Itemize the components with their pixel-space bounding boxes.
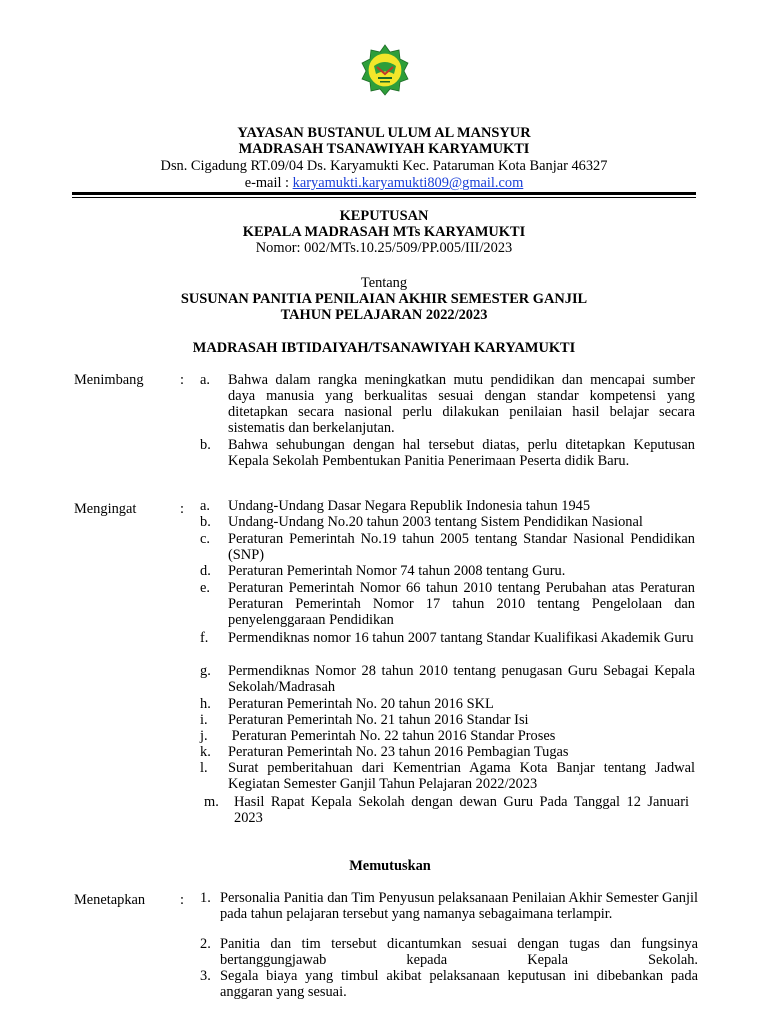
item-text: Peraturan Pemerintah No.19 tahun 2005 tentang Standar Nasional Pendidikan (SNP) [228,531,695,563]
item-marker: h. [200,696,211,712]
item-text: Peraturan Pemerintah Nomor 66 tahun 2010 tentang Perubahan atas Peraturan Peraturan Pemerintah Nomor 17 tahun 2010 tentang Pengelolaan dan penyelenggaraan Pendidikan [228,580,695,628]
item-marker: k. [200,744,211,760]
item-text: Permendiknas nomor 16 tahun 2007 tantang Standar Kualifikasi Akademik Guru [228,630,694,646]
item-text: Personalia Panitia dan Tim Penyusun pelaksanaan Penilaian Akhir Semester Ganjil pada tahun pelajaran tersebut yang namanya sebagaimana terlampir. [220,890,698,922]
item-marker: b. [200,514,211,530]
decree-issuer: KEPALA MADRASAH MTs KARYAMUKTI [242,224,526,240]
item-text: Panitia dan tim tersebut dicantumkan sesuai dengan tugas dan fungsinya bertanggungjawab kepada Kepala Sekolah. [220,936,698,968]
item-text: Bahwa dalam rangka meningkatkan mutu pendidikan dan mencapai sumber daya manusia yang berkualitas sesuai dengan standar kompetensi yang ditetapkan secara nasional perlu dilakukan penilaian hasil belajar secara sistematis dan berkelanjutan. [228,372,695,436]
item-marker: d. [200,563,211,579]
item-text: Undang-Undang Dasar Negara Republik Indonesia tahun 1945 [228,498,591,514]
item-marker: b. [200,437,211,453]
menetapkan-colon: : [180,892,184,908]
decree-title: KEPUTUSAN [339,208,429,224]
memutuskan-title: Memutuskan [349,858,431,874]
item-marker: i. [200,712,208,728]
item-text: Hasil Rapat Kepala Sekolah dengan dewan Guru Pada Tanggal 12 Januari 2023 [234,794,689,826]
item-marker: 1. [200,890,211,906]
item-marker: j. [200,728,208,744]
menimbang-label: Menimbang [74,372,144,388]
item-text: Permendiknas Nomor 28 tahun 2010 tentang penugasan Guru Sebagai Kepala Sekolah/Madrasah [228,663,695,695]
email-line [70,175,698,191]
mengingat-colon: : [180,501,184,517]
decree-subject-line2: TAHUN PELAJARAN 2022/2023 [280,307,488,323]
item-marker: m. [204,794,219,810]
letterhead-rule-thick [72,192,696,195]
decree-number: Nomor: 002/MTs.10.25/509/PP.005/III/2023 [255,240,513,256]
item-marker: a. [200,498,210,514]
item-marker: l. [200,760,208,776]
item-text: Peraturan Pemerintah No. 23 tahun 2016 Pembagian Tugas [228,744,569,760]
item-text: Peraturan Pemerintah Nomor 74 tahun 2008 tentang Guru. [228,563,566,579]
item-text: Peraturan Pemerintah No. 20 tahun 2016 SKL [228,696,494,712]
item-marker: c. [200,531,210,547]
email-link[interactable]: karyamukti.karyamukti809@gmail.com [292,175,524,191]
item-text: Bahwa sehubungan dengan hal tersebut diatas, perlu ditetapkan Keputusan Kepala Sekolah Pembentukan Panitia Penerimaan Peserta didik Baru. [228,437,695,469]
letterhead-rule-thin [72,197,696,198]
foundation-name: YAYASAN BUSTANUL ULUM AL MANSYUR [237,125,531,141]
menimbang-colon: : [180,372,184,388]
item-text: Surat pemberitahuan dari Kementrian Agama Kota Banjar tentang Jadwal Kegiatan Semester Ganjil Tahun Pelajaran 2022/2023 [228,760,695,792]
decree-institution: MADRASAH IBTIDAIYAH/TSANAWIYAH KARYAMUKTI [192,340,576,356]
item-marker: 2. [200,936,211,952]
item-marker: f. [200,630,209,646]
item-text: Segala biaya yang timbul akibat pelaksanaan keputusan ini dibebankan pada anggaran yang sesuai. [220,968,698,1000]
mengingat-label: Mengingat [74,501,137,517]
school-name: MADRASAH TSANAWIYAH KARYAMUKTI [238,141,530,157]
decree-about-label: Tentang [360,275,408,291]
item-text: Undang-Undang No.20 tahun 2003 tentang Sistem Pendidikan Nasional [228,514,643,530]
item-marker: 3. [200,968,211,984]
item-marker: e. [200,580,210,596]
menetapkan-label: Menetapkan [74,892,146,908]
email-label: e-mail : [244,175,293,191]
item-text: Peraturan Pemerintah No. 22 tahun 2016 Standar Proses [228,728,556,744]
item-marker: a. [200,372,210,388]
school-logo [360,44,410,96]
item-marker: g. [200,663,211,679]
school-address: Dsn. Cigadung RT.09/04 Ds. Karyamukti Kec. Pataruman Kota Banjar 46327 [160,158,608,174]
decree-subject-line1: SUSUNAN PANITIA PENILAIAN AKHIR SEMESTER GANJIL [180,291,588,307]
item-text: Peraturan Pemerintah No. 21 tahun 2016 Standar Isi [228,712,529,728]
